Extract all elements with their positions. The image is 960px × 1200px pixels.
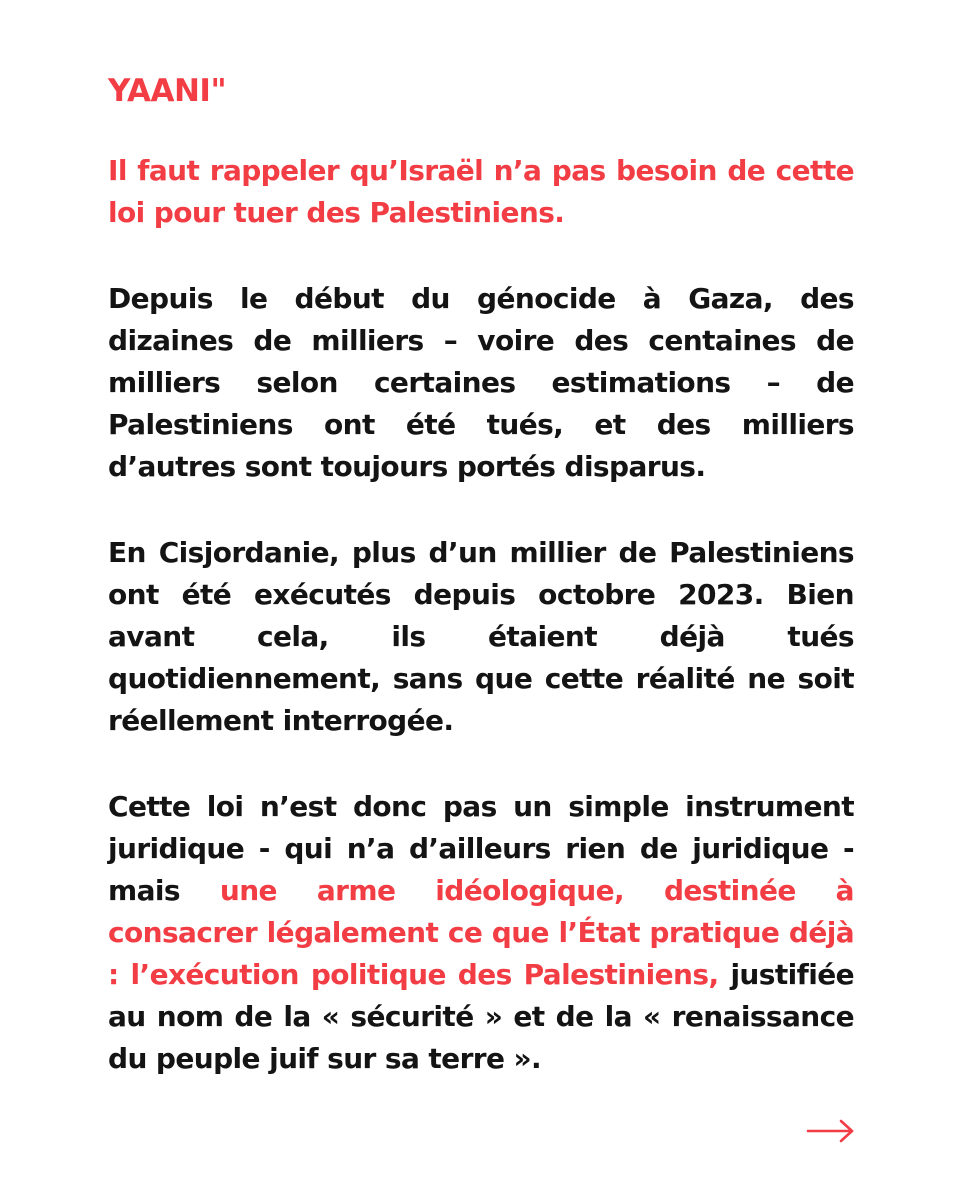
- intro-paragraph: Il faut rappeler qu’Israël n’a pas besoin de cette loi pour tuer des Palestiniens.: [108, 154, 854, 229]
- brand-logo: YAANI": [108, 73, 227, 109]
- gaza-paragraph: Depuis le début du génocide à Gaza, des dizaines de milliers – voire des centaines de milliers selon certaines estimations – de Palestiniens ont été tués, et des milliers d’autres sont toujours portés disparus.: [108, 282, 854, 483]
- cisjordanie-paragraph: En Cisjordanie, plus d’un millier de Palestiniens ont été exécutés depuis octobre 2023. Bien avant cela, ils étaient déjà tués quotidiennement, sans que cette réalité ne soit réellement interrogée.: [108, 536, 854, 737]
- article-body: [108, 150, 854, 1080]
- conclusion-text-start: Cette loi n’est donc pas un simple instrument juridique - qui n’a d’ailleurs rien de juridique - mais: [108, 790, 854, 907]
- right-arrow-icon: [806, 1118, 856, 1144]
- next-slide-button[interactable]: [806, 1118, 856, 1144]
- conclusion-text-end: justifiée au nom de la « sécurité » et de la « renaissance du peuple juif sur sa terre ».: [108, 958, 854, 1075]
- conclusion-paragraph: [108, 786, 854, 1080]
- conclusion-highlight: une arme idéologique, destinée à consacrer légalement ce que l’État pratique déjà : l’exécution politique des Palestiniens,: [108, 874, 854, 991]
